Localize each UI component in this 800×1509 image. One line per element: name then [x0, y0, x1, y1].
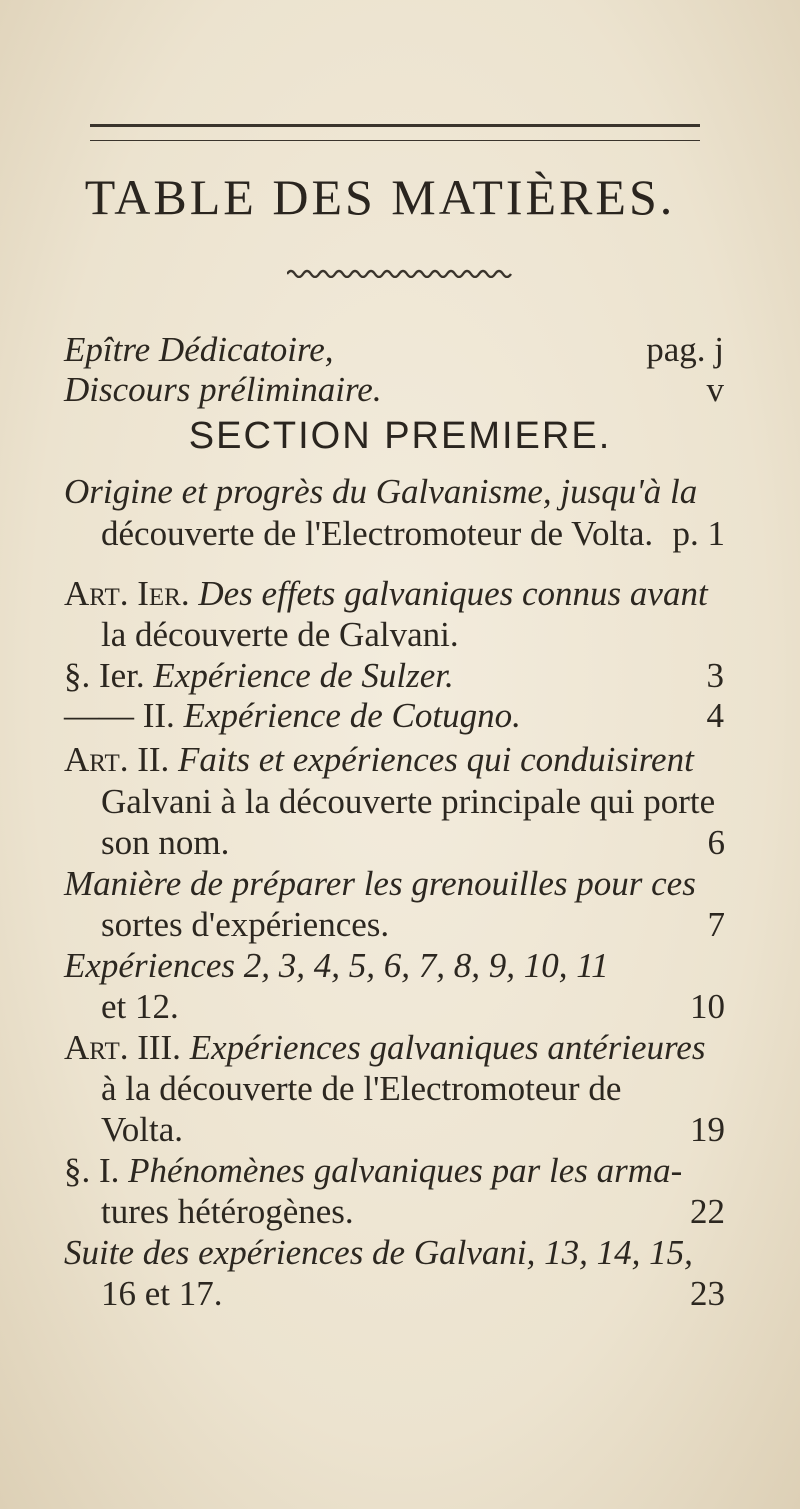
toc-item — [64, 1028, 724, 1068]
toc-item-lead: §. Ier. — [64, 656, 145, 695]
section-heading: SECTION PREMIERE. — [188, 415, 612, 457]
toc-item-line: Origine et progrès du Galvanisme, jusqu'à la — [64, 472, 698, 511]
toc-item — [64, 656, 724, 696]
toc-item-continuation — [101, 987, 725, 1027]
toc-item-lead: Art. Ier. — [64, 574, 190, 613]
toc-entry-dedicace — [64, 330, 724, 370]
toc-item — [64, 864, 724, 904]
toc-item-continuation — [101, 1192, 725, 1232]
toc-item-page: 6 — [707, 823, 725, 862]
toc-item-lead: —— II. — [64, 696, 175, 735]
toc-item-continuation — [101, 1110, 725, 1150]
toc-item-page: 3 — [706, 656, 724, 695]
toc-item-line: Volta. — [101, 1110, 183, 1149]
toc-item — [64, 740, 724, 780]
toc-item-line: à la découverte de l'Electromoteur de — [101, 1069, 622, 1108]
toc-item-page: 23 — [690, 1274, 725, 1313]
toc-item-line: sortes d'expériences. — [101, 905, 390, 944]
toc-item-line: Suite des expériences de Galvani, 13, 14, 15, — [64, 1233, 693, 1272]
toc-item-line: Galvani à la découverte principale qui porte — [101, 782, 716, 821]
toc-item-line: Expérience de Cotugno. — [183, 696, 521, 735]
toc-item-line: tures hétérogènes. — [101, 1192, 354, 1231]
toc-item-line: Phénomènes galvaniques par les arma- — [128, 1151, 683, 1190]
toc-item-continuation — [101, 782, 725, 822]
toc-item-continuation — [101, 514, 725, 554]
toc-item — [64, 1151, 724, 1191]
toc-item-lead: Art. II. — [64, 740, 170, 779]
toc-entry-page: v — [706, 370, 724, 409]
toc-item-line: Expériences 2, 3, 4, 5, 6, 7, 8, 9, 10, 11 — [64, 946, 609, 985]
toc-item-page: 22 — [690, 1192, 725, 1231]
toc-entry-discours — [64, 370, 724, 410]
toc-item — [64, 696, 724, 736]
top-double-rule — [90, 124, 700, 127]
toc-item-line: 16 et 17. — [101, 1274, 223, 1313]
toc-item-line: Des effets galvaniques connus avant — [198, 574, 708, 613]
toc-item-page: 19 — [690, 1110, 725, 1149]
toc-item-line: Expériences galvaniques antérieures — [189, 1028, 706, 1067]
toc-item-lead: §. I. — [64, 1151, 120, 1190]
toc-item — [64, 472, 724, 512]
toc-item — [64, 1233, 724, 1273]
toc-item-page: p. 1 — [672, 514, 725, 553]
toc-item-line: et 12. — [101, 987, 179, 1026]
toc-item — [64, 574, 724, 614]
toc-item-continuation — [101, 1274, 725, 1314]
toc-entry-page: pag. j — [646, 330, 724, 369]
toc-item-page: 4 — [706, 696, 724, 735]
toc-item-continuation — [101, 1069, 725, 1109]
top-thin-rule — [90, 140, 700, 141]
ornament-divider — [287, 268, 513, 278]
toc-item-line: son nom. — [101, 823, 230, 862]
toc-item-line: Expérience de Sulzer. — [153, 656, 454, 695]
toc-item-line: Manière de préparer les grenouilles pour ces — [64, 864, 696, 903]
toc-item-lead: Art. III. — [64, 1028, 181, 1067]
toc-item-continuation — [101, 905, 725, 945]
toc-item-continuation — [101, 823, 725, 863]
toc-entry-text: Epître Dédicatoire, — [64, 330, 334, 369]
toc-item — [64, 946, 724, 986]
toc-item-line: la découverte de Galvani. — [101, 615, 459, 654]
toc-item-page: 7 — [707, 905, 725, 944]
toc-entry-text: Discours préliminaire. — [64, 370, 382, 409]
toc-item-page: 10 — [690, 987, 725, 1026]
toc-item-continuation — [101, 615, 725, 655]
toc-item-line: découverte de l'Electromoteur de Volta. — [101, 514, 654, 553]
toc-item-line: Faits et expériences qui conduisirent — [178, 740, 694, 779]
page-title: TABLE DES MATIÈRES. — [84, 169, 676, 225]
